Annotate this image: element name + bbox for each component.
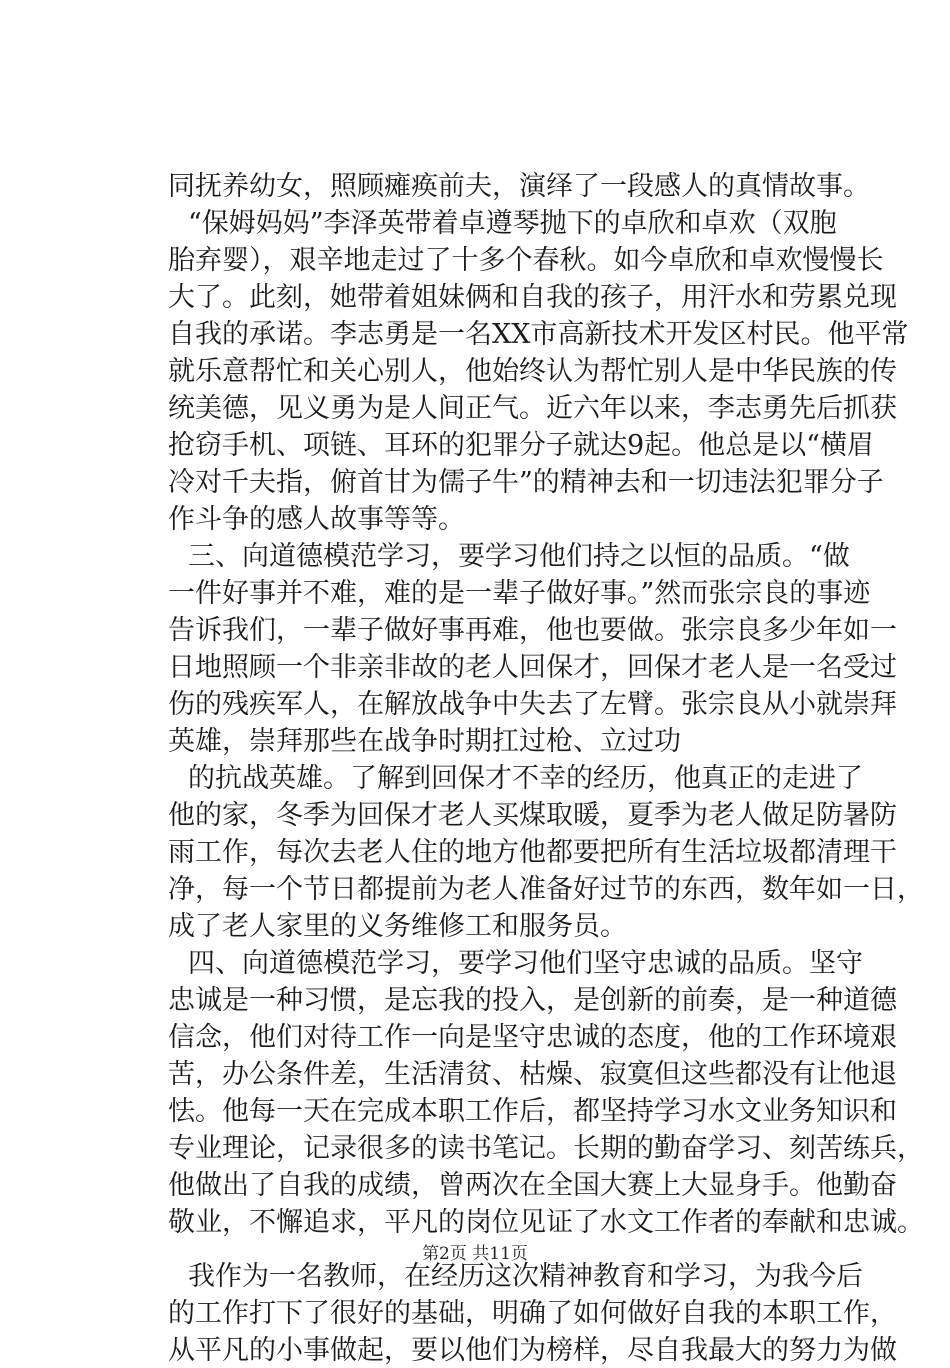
text-line: 英雄，崇拜那些在战争时期扛过枪、立过功 — [168, 726, 681, 757]
text-line: 从平凡的小事做起，要以他们为榜样，尽自我最大的努力为做 — [168, 1335, 897, 1366]
text-line: 作斗争的感人故事等等。 — [168, 504, 465, 535]
text-line: 雨工作，每次去老人住的地方他都要把所有生活垃圾都清理干 — [168, 837, 897, 868]
text-line: 伤的残疾军人，在解放战争中失去了左臂。张宗良从小就崇拜 — [168, 689, 897, 720]
text-line: 他的家，冬季为回保才老人买煤取暖，夏季为老人做足防暑防 — [168, 800, 897, 831]
text-line: “保姆妈妈”李泽英带着卓遵琴抛下的卓欣和卓欢（双胞 — [188, 208, 837, 239]
text-line: 统美德，见义勇为是人间正气。近六年以来，李志勇先后抓获 — [168, 393, 897, 424]
text-line: 就乐意帮忙和关心别人，他始终认为帮忙别人是中华民族的传 — [168, 356, 897, 387]
text-line: 的工作打下了很好的基础，明确了如何做好自我的本职工作， — [168, 1298, 897, 1329]
text-line: 一件好事并不难，难的是一辈子做好事。”然而张宗良的事迹 — [168, 578, 871, 609]
text-line: 敬业，不懈追求，平凡的岗位见证了水文工作者的奉献和忠诚。 — [168, 1207, 924, 1238]
text-line: 冷对千夫指，俯首甘为儒子牛”的精神去和一切违法犯罪分子 — [168, 467, 884, 498]
text-line: 成了老人家里的义务维修工和服务员。 — [168, 911, 627, 942]
text-line: 抢窃手机、项链、耳环的犯罪分子就达9起。他总是以“横眉 — [168, 430, 874, 461]
text-line: 四、向道德模范学习，要学习他们坚守忠诚的品质。坚守 — [188, 948, 863, 979]
page-number-footer: 第2页 共11页 — [422, 1244, 528, 1264]
text-line: 三、向道德模范学习，要学习他们持之以恒的品质。“做 — [188, 541, 850, 572]
text-line: 大了。此刻，她带着姐妹俩和自我的孩子，用汗水和劳累兑现 — [168, 282, 897, 313]
text-line: 忠诚是一种习惯，是忘我的投入，是创新的前奏，是一种道德 — [168, 985, 897, 1016]
text-line: 信念，他们对待工作一向是坚守忠诚的态度，他的工作环境艰 — [168, 1022, 897, 1053]
text-line: 的抗战英雄。了解到回保才不幸的经历，他真正的走进了 — [188, 763, 863, 794]
text-line: 怯。他每一天在完成本职工作后，都坚持学习水文业务知识和 — [168, 1096, 897, 1127]
text-line: 告诉我们，一辈子做好事再难，他也要做。张宗良多少年如一 — [168, 615, 897, 646]
text-line: 净，每一个节日都提前为老人准备好过节的东西，数年如一日， — [168, 874, 924, 905]
text-line: 他做出了自我的成绩，曾两次在全国大赛上大显身手。他勤奋 — [168, 1170, 897, 1201]
text-line: 胎弃婴），艰辛地走过了十多个春秋。如今卓欣和卓欢慢慢长 — [168, 245, 884, 276]
text-line: 我作为一名教师，在经历这次精神教育和学习，为我今后 — [188, 1261, 863, 1292]
text-line: 同抚养幼女，照顾瘫痪前夫，演绎了一段感人的真情故事。 — [168, 171, 870, 202]
text-line: 日地照顾一个非亲非故的老人回保才，回保才老人是一名受过 — [168, 652, 897, 683]
text-line: 专业理论，记录很多的读书笔记。长期的勤奋学习、刻苦练兵， — [168, 1133, 924, 1164]
text-line: 自我的承诺。李志勇是一名XX市高新技术开发区村民。他平常 — [168, 319, 909, 350]
text-line: 苦，办公条件差，生活清贫、枯燥、寂寞但这些都没有让他退 — [168, 1059, 897, 1090]
